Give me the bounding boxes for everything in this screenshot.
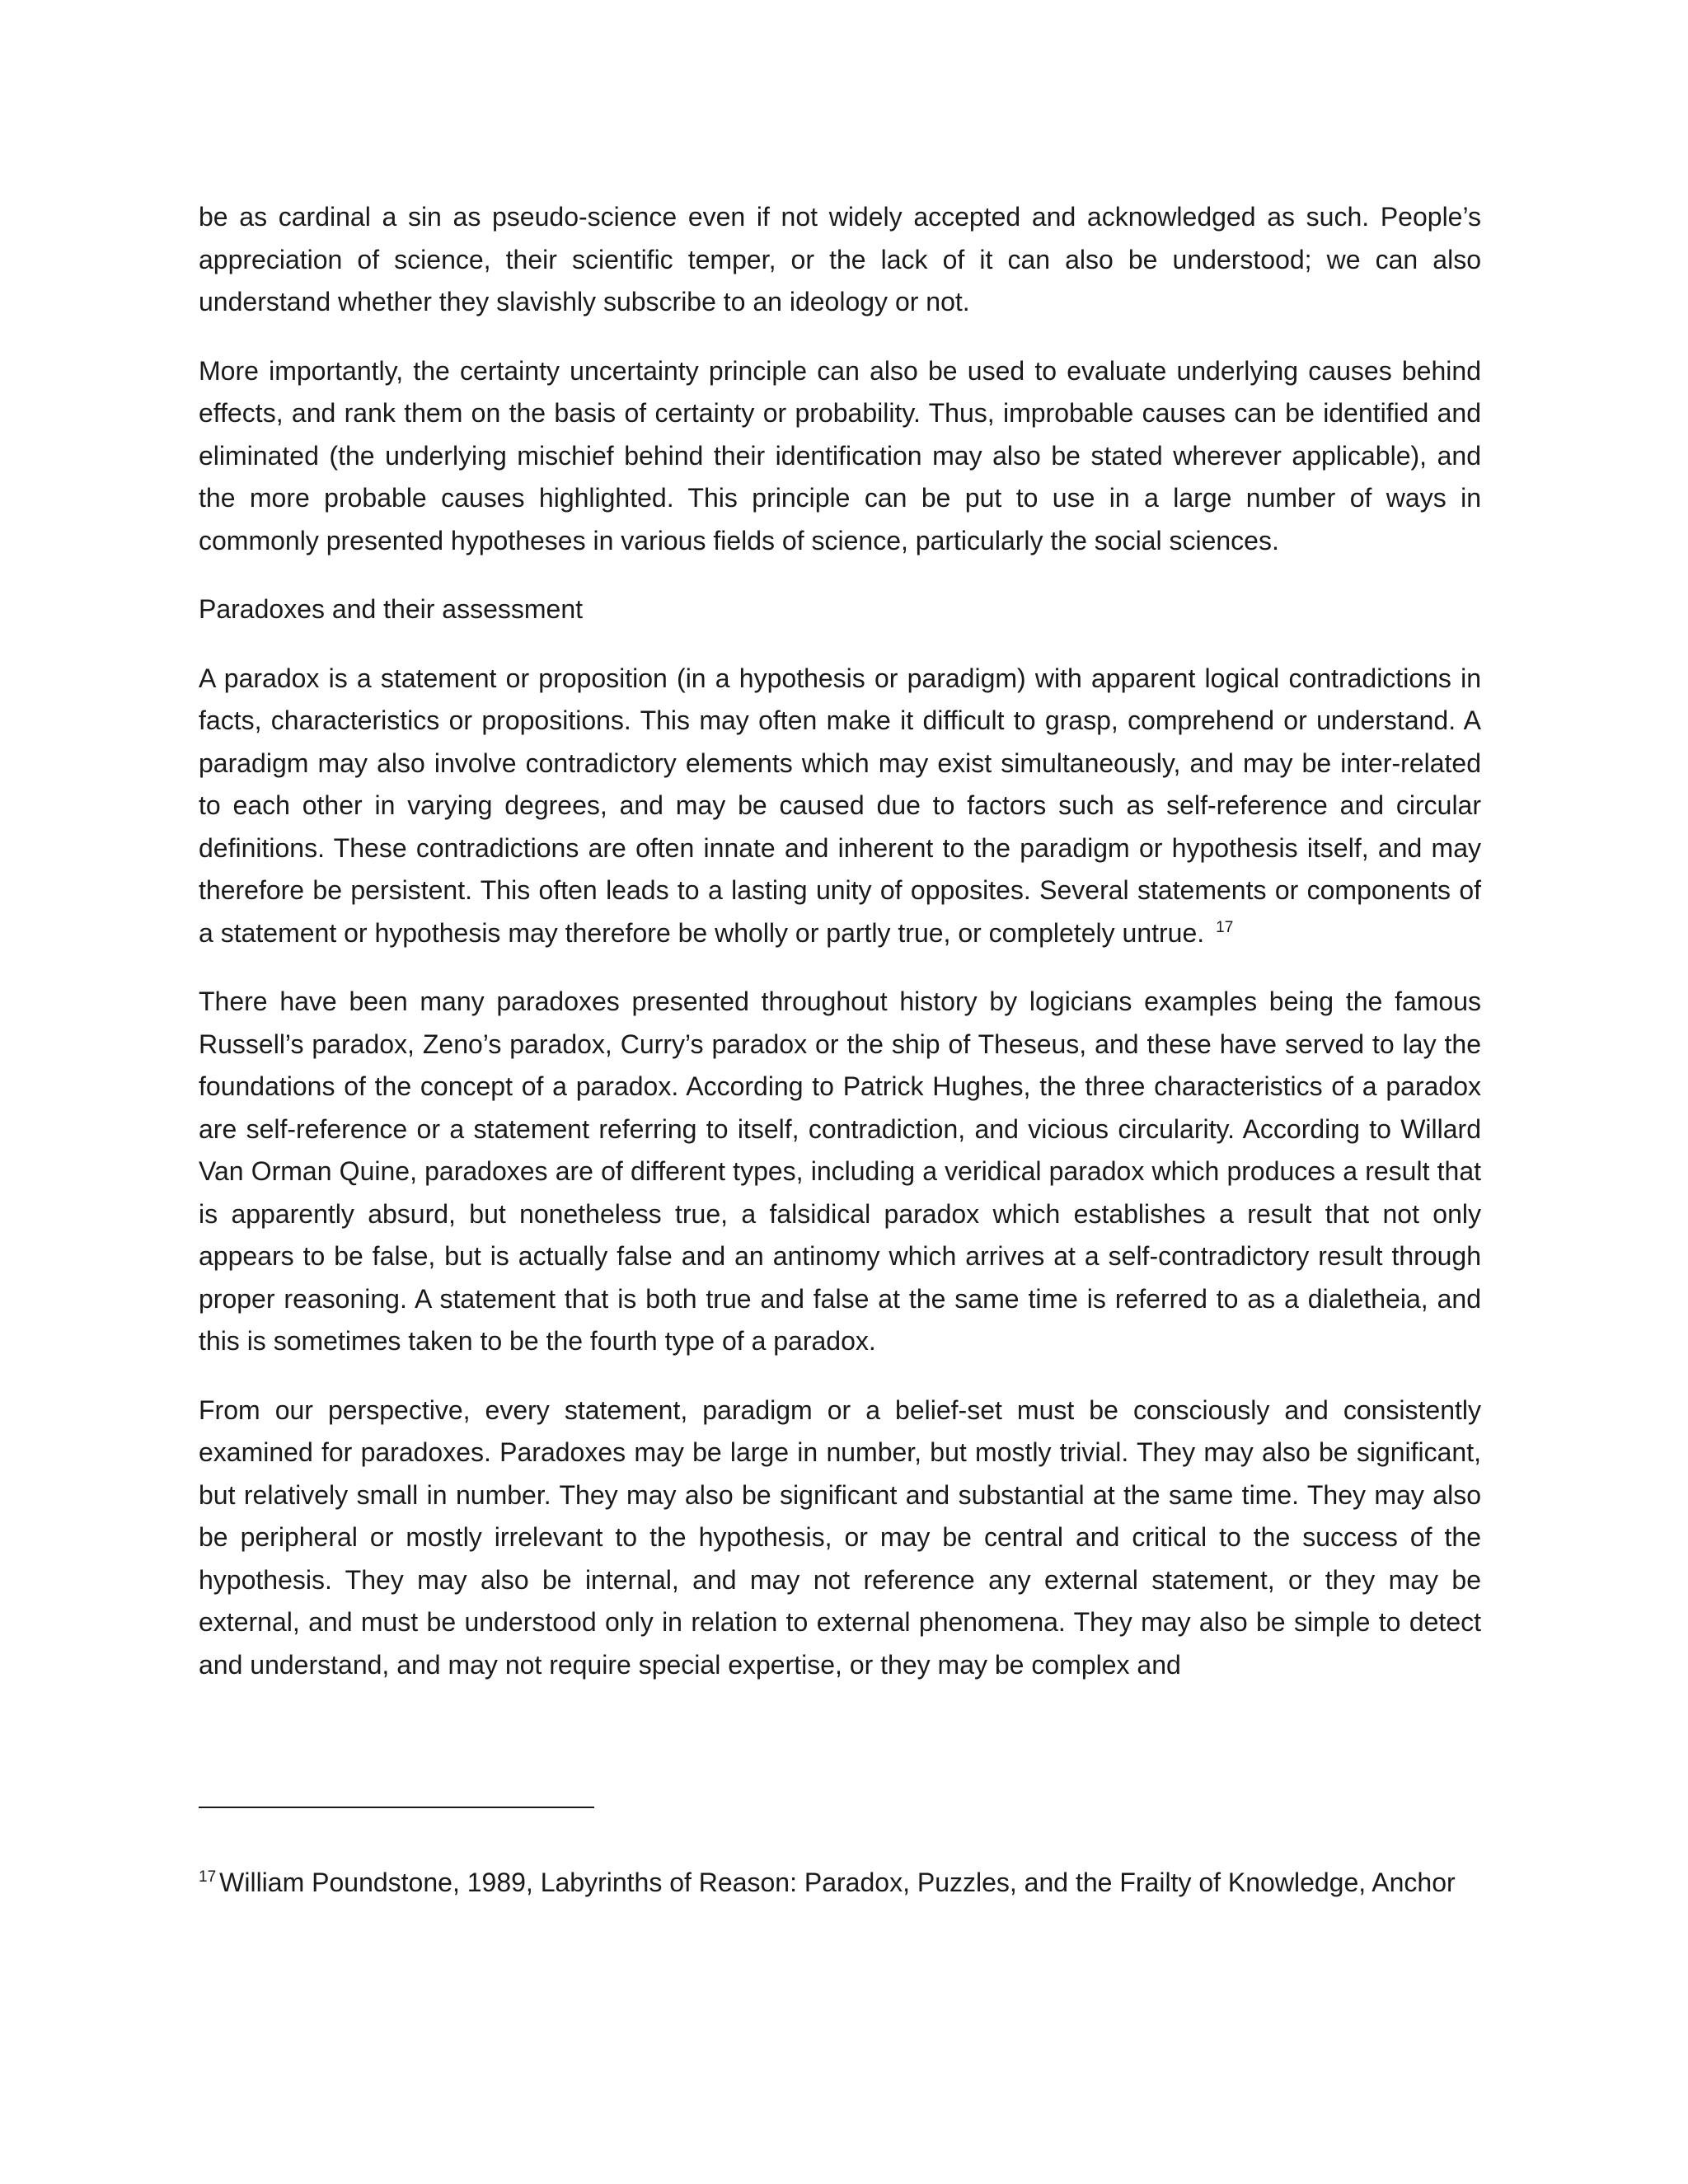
paragraph-2: More importantly, the certainty uncertainty principle can also be used to evaluate underlying causes behind effects, and rank them on the basis of certainty or probability. Thus, improbable causes can be identified and eliminated (the underlying mischief behind their identification may also be stated wherever applicable), and the more probable causes highlighted. This principle can be put to use in a large number of ways in commonly presented hypotheses in various fields of science, particularly the social sciences. <box>199 355 1481 555</box>
paragraph-1: be as cardinal a sin as pseudo-science even if not widely accepted and acknowledged as such. People’s appreciation of science, their scientific temper, or the lack of it can also be understood; we can also understand whether they slavishly subscribe to an ideology or not. <box>199 202 1481 316</box>
paragraph-4: There have been many paradoxes presented throughout history by logicians examples being the famous Russell’s paradox, Zeno’s paradox, Curry’s paradox or the ship of Theseus, and these have served to lay the foundations of the concept of a paradox. According to Patrick Hughes, the three characteristics of a paradox are self-reference or a statement referring to itself, contradiction, and vicious circularity. According to Willard Van Orman Quine, paradoxes are of different types, including a veridical paradox which produces a result that is apparently absurd, but nonetheless true, a falsidical paradox which establishes a result that not only appears to be false, but is actually false and an antinomy which arrives at a self-contradictory result through proper reasoning. A statement that is both true and false at the same time is referred to as a dialetheia, and this is sometimes taken to be the fourth type of a paradox. <box>199 987 1481 1356</box>
paragraph-5: From our perspective, every statement, paradigm or a belief-set must be consciously and consistently examined for paradoxes. Paradoxes may be large in number, but mostly trivial. They may also be significant, but relatively small in number. They may also be significant and substantial at the same time. They may also be peripheral or mostly irrelevant to the hypothesis, or may be central and critical to the success of the hypothesis. They may also be internal, and may not reference any external statement, or they may be external, and must be understood only in relation to external phenomena. They may also be simple to detect and understand, and may not require special expertise, or they may be complex and <box>199 1394 1481 1680</box>
footnote-separator <box>199 1807 594 1808</box>
paragraph-3-text: A paradox is a statement or proposition (in a hypothesis or paradigm) with apparent logical contradictions in facts, characteristics or propositions. This may often make it difficult to grasp, comprehend or understand. A paradigm may also involve contradictory elements which may exist simultaneously, and may be inter-related to each other in varying degrees, and may be caused due to factors such as self-reference and circular definitions. These contradictions are often innate and inherent to the paradigm or hypothesis itself, and may therefore be persistent. This often leads to a lasting unity of opposites. Several statements or components of a statement or hypothesis may therefore be wholly or partly true, or completely untrue. <box>199 663 1481 948</box>
section-heading: Paradoxes and their assessment <box>199 594 584 624</box>
footnote-reference[interactable]: 17 <box>1216 918 1234 936</box>
body-text <box>199 196 1481 1713</box>
footnote-number: 17 <box>199 1868 217 1886</box>
footnote-text: William Poundstone, 1989, Labyrinths of Reason: Paradox, Puzzles, and the Frailty of Knowledge, Anchor <box>219 1868 1456 1897</box>
footnote <box>199 1864 1481 1900</box>
paragraph-3 <box>199 658 1481 955</box>
